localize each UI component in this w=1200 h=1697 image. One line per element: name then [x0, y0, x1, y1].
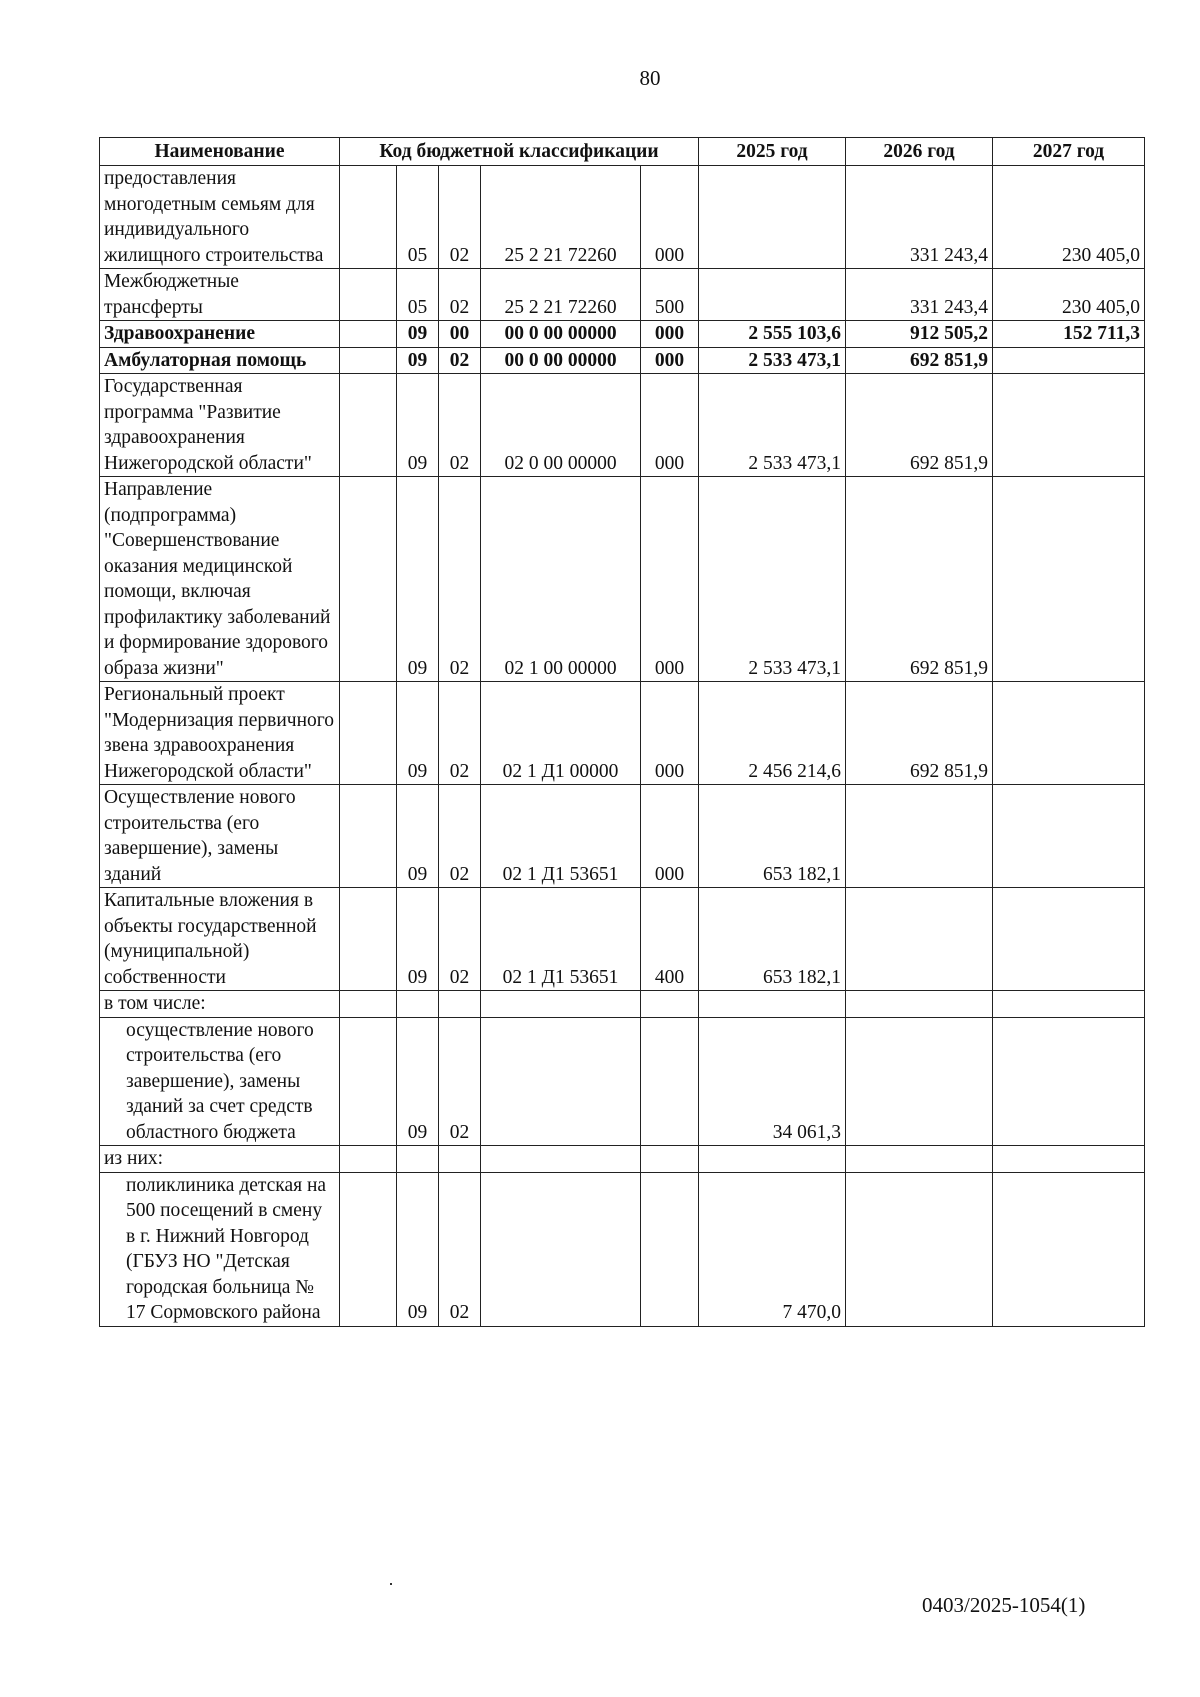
- cell-section: 09: [397, 785, 439, 888]
- cell-blank: [340, 1172, 397, 1326]
- table-row: [100, 682, 1145, 785]
- cell-2025: 2 456 214,6: [699, 682, 846, 785]
- cell-name: в том числе:: [100, 991, 340, 1018]
- cell-target-article: [481, 1172, 641, 1326]
- cell-name: осуществление нового строительства (его завершение), замены зданий за счет средств областного бюджета: [100, 1017, 340, 1146]
- table-row: [100, 1172, 1145, 1326]
- cell-expense-type: 000: [641, 374, 699, 477]
- cell-subsection: 02: [439, 477, 481, 682]
- cell-section: 09: [397, 888, 439, 991]
- cell-2027: [993, 888, 1145, 991]
- cell-name: Осуществление нового строительства (его завершение), замены зданий: [100, 785, 340, 888]
- cell-name: Межбюджетные трансферты: [100, 269, 340, 321]
- cell-section: 09: [397, 321, 439, 348]
- cell-2025: [699, 1146, 846, 1173]
- cell-target-article: 02 1 00 00000: [481, 477, 641, 682]
- table-row: [100, 1017, 1145, 1146]
- cell-blank: [340, 1017, 397, 1146]
- cell-name: Амбулаторная помощь: [100, 347, 340, 374]
- cell-name: Государственная программа "Развитие здравоохранения Нижегородской области": [100, 374, 340, 477]
- cell-expense-type: 000: [641, 785, 699, 888]
- cell-blank: [340, 991, 397, 1018]
- cell-2025: 653 182,1: [699, 785, 846, 888]
- cell-blank: [340, 1146, 397, 1173]
- cell-blank: [340, 682, 397, 785]
- cell-2026: [846, 991, 993, 1018]
- cell-expense-type: 000: [641, 682, 699, 785]
- document-number: 0403/2025-1054(1): [922, 1593, 1086, 1617]
- scan-speck: [390, 1583, 392, 1585]
- cell-expense-type: [641, 1146, 699, 1173]
- cell-2027: [993, 991, 1145, 1018]
- cell-2025: 2 533 473,1: [699, 347, 846, 374]
- cell-name: Здравоохранение: [100, 321, 340, 348]
- table-header-row: [100, 138, 1145, 166]
- cell-subsection: 02: [439, 682, 481, 785]
- cell-2026: [846, 1146, 993, 1173]
- cell-2027: [993, 1146, 1145, 1173]
- cell-expense-type: [641, 1172, 699, 1326]
- cell-subsection: [439, 1146, 481, 1173]
- header-code: Код бюджетной классификации: [340, 138, 699, 166]
- cell-section: 09: [397, 347, 439, 374]
- cell-name: Направление (подпрограмма) "Совершенствование оказания медицинской помощи, включая профилактику заболеваний и формирование здорового образа жизни": [100, 477, 340, 682]
- cell-section: 09: [397, 682, 439, 785]
- cell-target-article: [481, 1017, 641, 1146]
- page-number: 80: [639, 66, 661, 90]
- table-row: [100, 888, 1145, 991]
- header-name: Наименование: [100, 138, 340, 166]
- cell-subsection: [439, 991, 481, 1018]
- cell-2026: 331 243,4: [846, 166, 993, 269]
- cell-target-article: 00 0 00 00000: [481, 347, 641, 374]
- cell-section: 09: [397, 374, 439, 477]
- cell-2026: 692 851,9: [846, 477, 993, 682]
- cell-2027: [993, 1017, 1145, 1146]
- cell-subsection: 02: [439, 374, 481, 477]
- cell-2025: 2 533 473,1: [699, 477, 846, 682]
- cell-2027: [993, 1172, 1145, 1326]
- cell-2026: 692 851,9: [846, 347, 993, 374]
- table-row: [100, 347, 1145, 374]
- cell-2027: [993, 785, 1145, 888]
- cell-name: Капитальные вложения в объекты государственной (муниципальной) собственности: [100, 888, 340, 991]
- cell-subsection: 02: [439, 347, 481, 374]
- cell-subsection: 02: [439, 269, 481, 321]
- table-body: [100, 166, 1145, 1327]
- cell-name: предоставления многодетным семьям для индивидуального жилищного строительства: [100, 166, 340, 269]
- cell-blank: [340, 374, 397, 477]
- cell-2025: 2 533 473,1: [699, 374, 846, 477]
- cell-blank: [340, 477, 397, 682]
- cell-subsection: 00: [439, 321, 481, 348]
- header-2025: 2025 год: [699, 138, 846, 166]
- cell-expense-type: 000: [641, 321, 699, 348]
- cell-2025: [699, 269, 846, 321]
- cell-subsection: 02: [439, 785, 481, 888]
- cell-2026: 331 243,4: [846, 269, 993, 321]
- cell-2027: [993, 477, 1145, 682]
- cell-section: 09: [397, 477, 439, 682]
- cell-expense-type: 500: [641, 269, 699, 321]
- cell-expense-type: 400: [641, 888, 699, 991]
- table-row: [100, 1146, 1145, 1173]
- cell-target-article: 25 2 21 72260: [481, 166, 641, 269]
- cell-2027: [993, 347, 1145, 374]
- cell-2026: [846, 1172, 993, 1326]
- table-row: [100, 477, 1145, 682]
- cell-target-article: 02 1 Д1 53651: [481, 888, 641, 991]
- cell-2025: 7 470,0: [699, 1172, 846, 1326]
- cell-target-article: 02 0 00 00000: [481, 374, 641, 477]
- cell-2027: 230 405,0: [993, 269, 1145, 321]
- table-row: [100, 374, 1145, 477]
- cell-2027: [993, 374, 1145, 477]
- cell-blank: [340, 888, 397, 991]
- cell-target-article: 25 2 21 72260: [481, 269, 641, 321]
- cell-section: [397, 991, 439, 1018]
- cell-blank: [340, 166, 397, 269]
- cell-section: 09: [397, 1017, 439, 1146]
- cell-2026: [846, 785, 993, 888]
- cell-expense-type: 000: [641, 477, 699, 682]
- cell-blank: [340, 347, 397, 374]
- cell-target-article: 02 1 Д1 00000: [481, 682, 641, 785]
- cell-name: из них:: [100, 1146, 340, 1173]
- cell-target-article: [481, 1146, 641, 1173]
- cell-subsection: 02: [439, 888, 481, 991]
- cell-2026: 692 851,9: [846, 682, 993, 785]
- cell-2025: [699, 166, 846, 269]
- cell-name: поликлиника детская на 500 посещений в смену в г. Нижний Новгород (ГБУЗ НО "Детская городская больница № 17 Сормовского района: [100, 1172, 340, 1326]
- cell-blank: [340, 269, 397, 321]
- header-2026: 2026 год: [846, 138, 993, 166]
- cell-2026: [846, 1017, 993, 1146]
- cell-2026: 692 851,9: [846, 374, 993, 477]
- table-row: [100, 166, 1145, 269]
- cell-section: 05: [397, 269, 439, 321]
- cell-expense-type: 000: [641, 347, 699, 374]
- cell-section: [397, 1146, 439, 1173]
- table-row: [100, 269, 1145, 321]
- table-row: [100, 991, 1145, 1018]
- cell-2027: [993, 682, 1145, 785]
- header-2027: 2027 год: [993, 138, 1145, 166]
- cell-2027: 152 711,3: [993, 321, 1145, 348]
- cell-expense-type: [641, 1017, 699, 1146]
- cell-2025: 2 555 103,6: [699, 321, 846, 348]
- cell-blank: [340, 321, 397, 348]
- cell-section: 09: [397, 1172, 439, 1326]
- cell-target-article: [481, 991, 641, 1018]
- cell-2025: 34 061,3: [699, 1017, 846, 1146]
- cell-2026: 912 505,2: [846, 321, 993, 348]
- cell-expense-type: [641, 991, 699, 1018]
- cell-2026: [846, 888, 993, 991]
- cell-2027: 230 405,0: [993, 166, 1145, 269]
- cell-name: Региональный проект "Модернизация первичного звена здравоохранения Нижегородской области": [100, 682, 340, 785]
- cell-section: 05: [397, 166, 439, 269]
- cell-target-article: 00 0 00 00000: [481, 321, 641, 348]
- table-row: [100, 785, 1145, 888]
- cell-blank: [340, 785, 397, 888]
- cell-2025: 653 182,1: [699, 888, 846, 991]
- cell-subsection: 02: [439, 1017, 481, 1146]
- cell-subsection: 02: [439, 166, 481, 269]
- table-row: [100, 321, 1145, 348]
- cell-2025: [699, 991, 846, 1018]
- cell-target-article: 02 1 Д1 53651: [481, 785, 641, 888]
- cell-expense-type: 000: [641, 166, 699, 269]
- budget-table: [99, 137, 1145, 1327]
- cell-subsection: 02: [439, 1172, 481, 1326]
